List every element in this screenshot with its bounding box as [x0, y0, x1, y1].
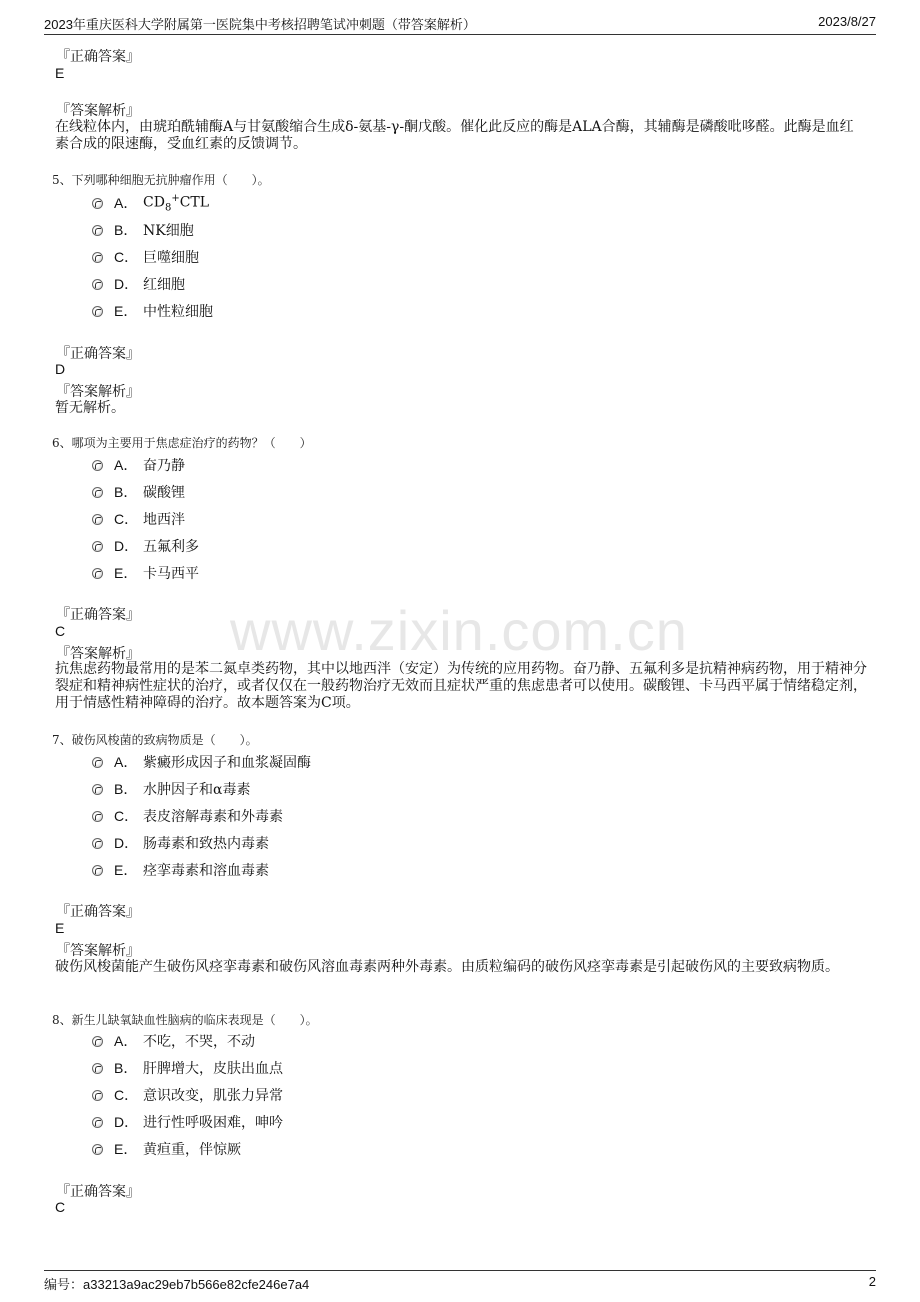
- radio-button-icon[interactable]: [92, 784, 103, 795]
- option-letter: B．: [114, 484, 138, 500]
- option-letter: A．: [114, 1033, 138, 1049]
- option-letter: B．: [114, 1060, 138, 1076]
- option-text: 卡马西平: [143, 566, 199, 582]
- radio-button-icon[interactable]: [92, 1144, 103, 1155]
- explanation-label: 『答案解析』: [56, 943, 140, 959]
- option-text: 紫癜形成因子和血浆凝固酶: [143, 755, 311, 771]
- option-letter: A．: [114, 195, 138, 211]
- question-stem: 8、新生儿缺氧缺血性脑病的临床表现是（ ）。: [52, 1013, 318, 1027]
- radio-button-icon[interactable]: [92, 252, 103, 263]
- option-text: 红细胞: [143, 277, 185, 293]
- option-letter: E．: [114, 1141, 138, 1157]
- answer-label: 『正确答案』: [56, 49, 140, 65]
- answer-value: C: [55, 623, 66, 639]
- document-date: 2023/8/27: [818, 14, 876, 29]
- explanation-text: 破伤风梭菌能产生破伤风痉挛毒素和破伤风溶血毒素两种外毒素。由质粒编码的破伤风痉挛毒素是引起破伤风的主要致病物质。: [55, 959, 839, 975]
- option-letter: A．: [114, 754, 138, 770]
- radio-button-icon[interactable]: [92, 838, 103, 849]
- radio-button-icon[interactable]: [92, 279, 103, 290]
- option-letter: C．: [114, 511, 139, 527]
- radio-button-icon[interactable]: [92, 1117, 103, 1128]
- option-text: NK细胞: [143, 223, 194, 239]
- option-text: 地西泮: [143, 512, 185, 528]
- option-letter: D．: [114, 835, 139, 851]
- option-text: $CD_8^+CTL$: [143, 193, 210, 214]
- radio-button-icon[interactable]: [92, 514, 103, 525]
- option-text: 意识改变，肌张力异常: [143, 1088, 283, 1104]
- explanation-label: 『答案解析』: [56, 384, 140, 400]
- radio-button-icon[interactable]: [92, 811, 103, 822]
- option-letter: D．: [114, 1114, 139, 1130]
- radio-button-icon[interactable]: [92, 568, 103, 579]
- question-stem: 6、哪项为主要用于焦虑症治疗的药物？（ ）: [52, 436, 312, 450]
- document-code: 编号：a33213a9ac29eb7b566e82cfe246e7a4: [44, 1277, 310, 1292]
- option-text: 进行性呼吸困难，呻吟: [143, 1115, 283, 1131]
- radio-button-icon[interactable]: [92, 1036, 103, 1047]
- option-text: 碳酸锂: [143, 485, 185, 501]
- explanation-text: 暂无解析。: [55, 400, 125, 416]
- answer-value: E: [55, 920, 65, 936]
- question-stem: 7、破伤风梭菌的致病物质是（ ）。: [52, 733, 258, 747]
- option-letter: B．: [114, 222, 138, 238]
- option-text: 黄疸重，伴惊厥: [143, 1142, 241, 1158]
- option-text: 巨噬细胞: [143, 250, 199, 266]
- option-letter: B．: [114, 781, 138, 797]
- answer-value: D: [55, 361, 66, 377]
- radio-button-icon[interactable]: [92, 306, 103, 317]
- explanation-text: 抗焦虑药物最常用的是苯二氮卓类药物，其中以地西泮（安定）为传统的应用药物。奋乃静、五氟利多是抗精神病药物，用于精神分裂症和精神病性症状的治疗，或者仅仅在一般药物治疗无效而且症状严重的焦虑患者可以使用。碳酸锂、卡马西平属于情绪稳定剂，用于情感性精神障碍的治疗。故本题答案为C项。: [55, 661, 867, 711]
- explanation-text: 在线粒体内，由琥珀酰辅酶A与甘氨酸缩合生成δ-氨基-γ-酮戊酸。催化此反应的酶是ALA合酶，其辅酶是磷酸吡哆醛。此酶是血红素合成的限速酶，受血红素的反馈调节。: [55, 119, 854, 152]
- answer-value: C: [55, 1199, 66, 1215]
- option-letter: D．: [114, 538, 139, 554]
- radio-button-icon[interactable]: [92, 198, 103, 209]
- page-number: 2: [868, 1274, 876, 1289]
- option-letter: E．: [114, 303, 138, 319]
- radio-button-icon[interactable]: [92, 757, 103, 768]
- option-text: 表皮溶解毒素和外毒素: [143, 809, 283, 825]
- document-title: 2023年重庆医科大学附属第一医院集中考核招聘笔试冲刺题（带答案解析）: [44, 17, 476, 32]
- option-text: 肝脾增大，皮肤出血点: [143, 1061, 283, 1077]
- radio-button-icon[interactable]: [92, 460, 103, 471]
- radio-button-icon[interactable]: [92, 865, 103, 876]
- option-text: 奋乃静: [143, 458, 185, 474]
- radio-button-icon[interactable]: [92, 541, 103, 552]
- answer-label: 『正确答案』: [56, 904, 140, 920]
- radio-button-icon[interactable]: [92, 1063, 103, 1074]
- answer-label: 『正确答案』: [56, 607, 140, 623]
- explanation-label: 『答案解析』: [56, 646, 140, 662]
- option-text: 五氟利多: [143, 539, 199, 555]
- option-letter: E．: [114, 862, 138, 878]
- option-text: 痉挛毒素和溶血毒素: [143, 863, 269, 879]
- watermark: www.zixin.com.cn: [230, 599, 688, 662]
- option-letter: C．: [114, 808, 139, 824]
- answer-label: 『正确答案』: [56, 1184, 140, 1200]
- answer-label: 『正确答案』: [56, 346, 140, 362]
- option-letter: A．: [114, 457, 138, 473]
- explanation-label: 『答案解析』: [56, 103, 140, 119]
- option-text: 水肿因子和α毒素: [143, 782, 251, 798]
- option-letter: C．: [114, 1087, 139, 1103]
- option-letter: C．: [114, 249, 139, 265]
- option-text: 不吃，不哭，不动: [143, 1034, 255, 1050]
- radio-button-icon[interactable]: [92, 1090, 103, 1101]
- option-letter: E．: [114, 565, 138, 581]
- question-stem: 5、下列哪种细胞无抗肿瘤作用（ ）。: [52, 173, 270, 187]
- option-letter: D．: [114, 276, 139, 292]
- option-text: 中性粒细胞: [143, 304, 213, 320]
- radio-button-icon[interactable]: [92, 225, 103, 236]
- page-footer: [44, 1270, 876, 1291]
- option-text: 肠毒素和致热内毒素: [143, 836, 269, 852]
- radio-button-icon[interactable]: [92, 487, 103, 498]
- answer-value: E: [55, 65, 65, 81]
